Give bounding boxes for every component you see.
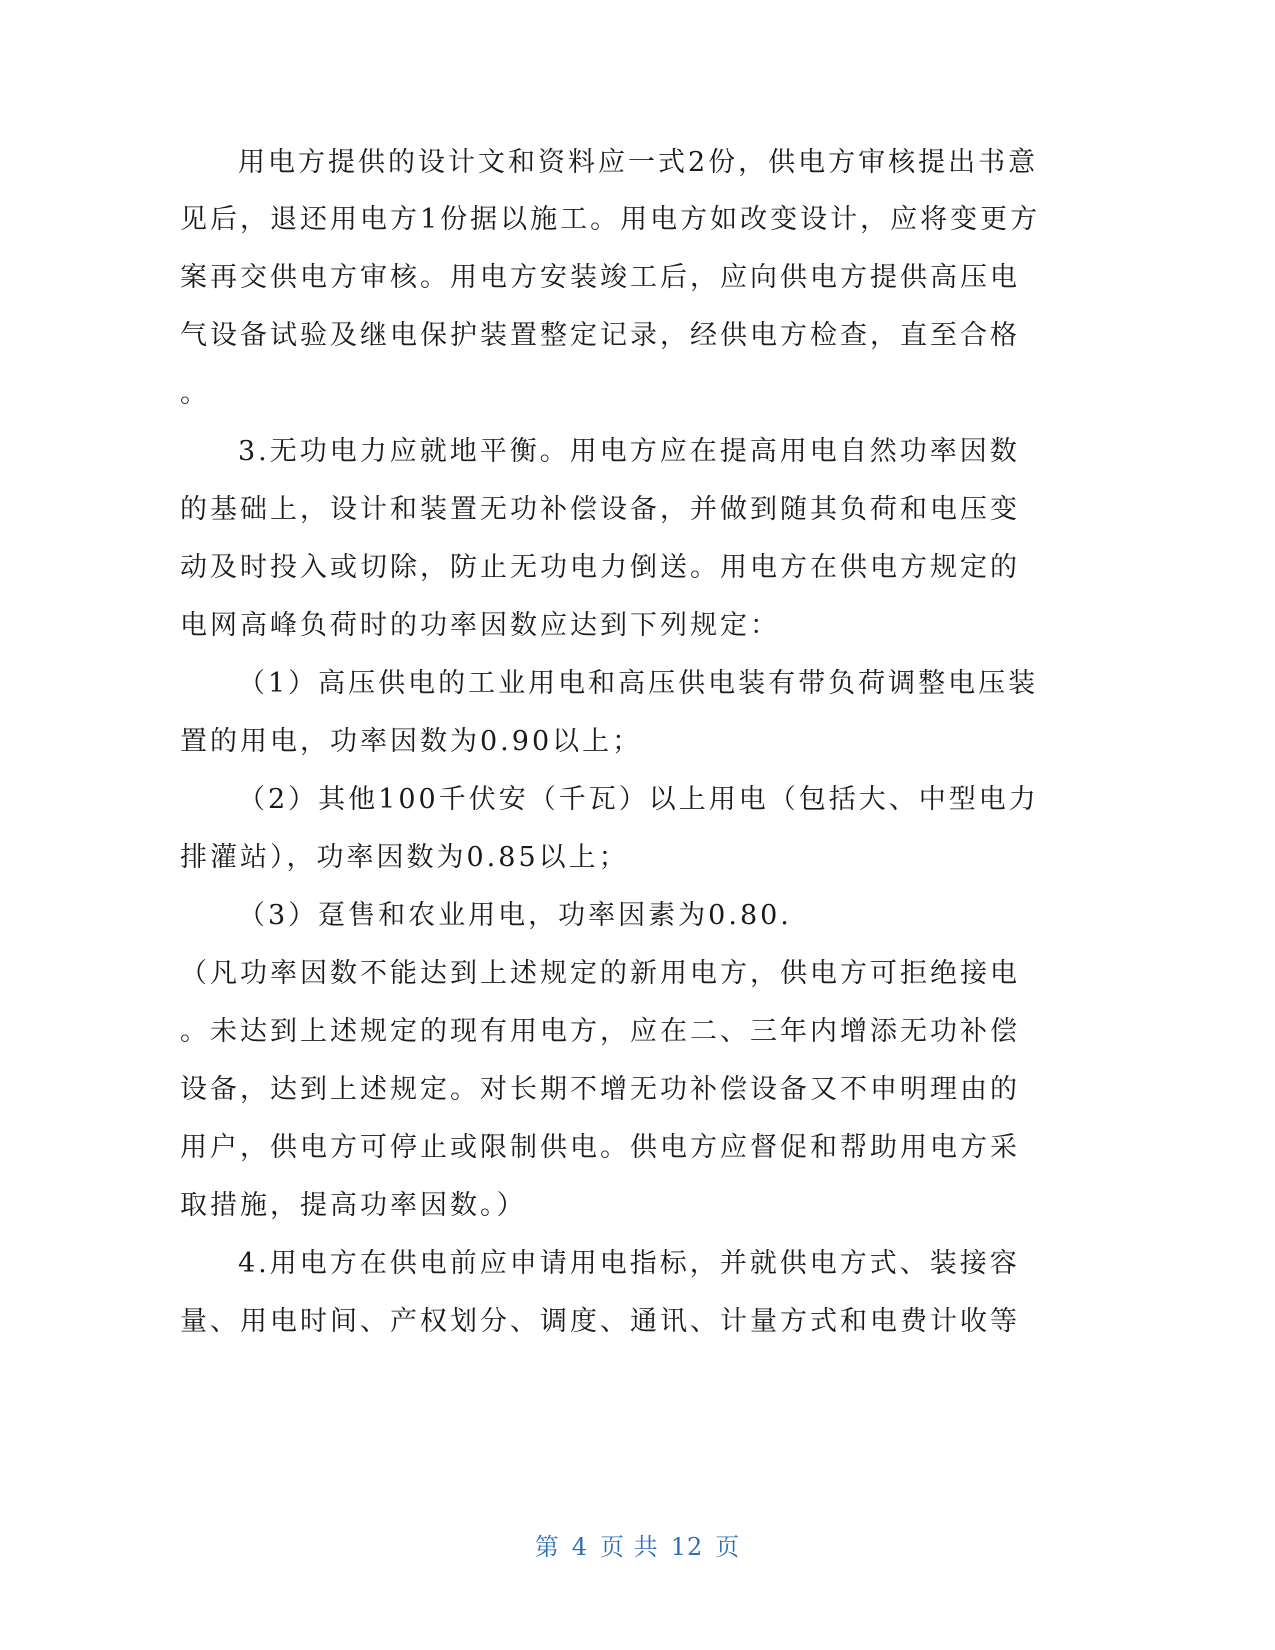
text-line: 4.用电方在供电前应申请用电指标，并就供电方式、装接容 [238,1248,1020,1279]
text-line: 设备，达到上述规定。对长期不增无功补偿设备又不申明理由的 [180,1074,1020,1105]
text-line: 取措施，提高功率因数。） [180,1190,527,1221]
footer-total-pages: 12 [670,1533,704,1561]
text-line: 。 [180,378,210,409]
text-line: 用户，供电方可停止或限制供电。供电方应督促和帮助用电方采 [180,1132,1020,1163]
text-line: 量、用电时间、产权划分、调度、通讯、计量方式和电费计收等 [180,1306,1020,1337]
text-line: 用电方提供的设计文和资料应一式2份，供电方审核提出书意 [238,147,1039,178]
text-line: 。未达到上述规定的现有用电方，应在二、三年内增添无功补偿 [180,1016,1020,1047]
text-line: （3）趸售和农业用电，功率因素为0.80. [238,900,792,931]
text-line: 气设备试验及继电保护装置整定记录，经供电方检查，直至合格 [180,320,1020,351]
page-footer [0,1530,1275,1564]
text-line: 置的用电，功率因数为0.90以上； [180,726,643,757]
text-line: 电网高峰负荷时的功率因数应达到下列规定： [180,610,780,641]
footer-prefix: 第 [534,1533,560,1561]
text-line: （凡功率因数不能达到上述规定的新用电方，供电方可拒绝接电 [180,958,1020,989]
text-line: （1）高压供电的工业用电和高压供电装有带负荷调整电压装 [238,668,1039,699]
text-line: 案再交供电方审核。用电方安装竣工后，应向供电方提供高压电 [180,262,1020,293]
text-line: 的基础上，设计和装置无功补偿设备，并做到随其负荷和电压变 [180,494,1020,525]
footer-middle: 页 共 [600,1533,659,1561]
text-line: 见后，退还用电方1份据以施工。用电方如改变设计，应将变更方 [180,204,1041,235]
text-line: （2）其他100千伏安（千瓦）以上用电（包括大、中型电力 [238,784,1039,815]
footer-suffix: 页 [715,1533,741,1561]
text-line: 3.无功电力应就地平衡。用电方应在提高用电自然功率因数 [238,436,1020,467]
footer-current-page: 4 [571,1533,589,1561]
text-line: 排灌站），功率因数为0.85以上； [180,842,629,873]
text-line: 动及时投入或切除，防止无功电力倒送。用电方在供电方规定的 [180,552,1020,583]
